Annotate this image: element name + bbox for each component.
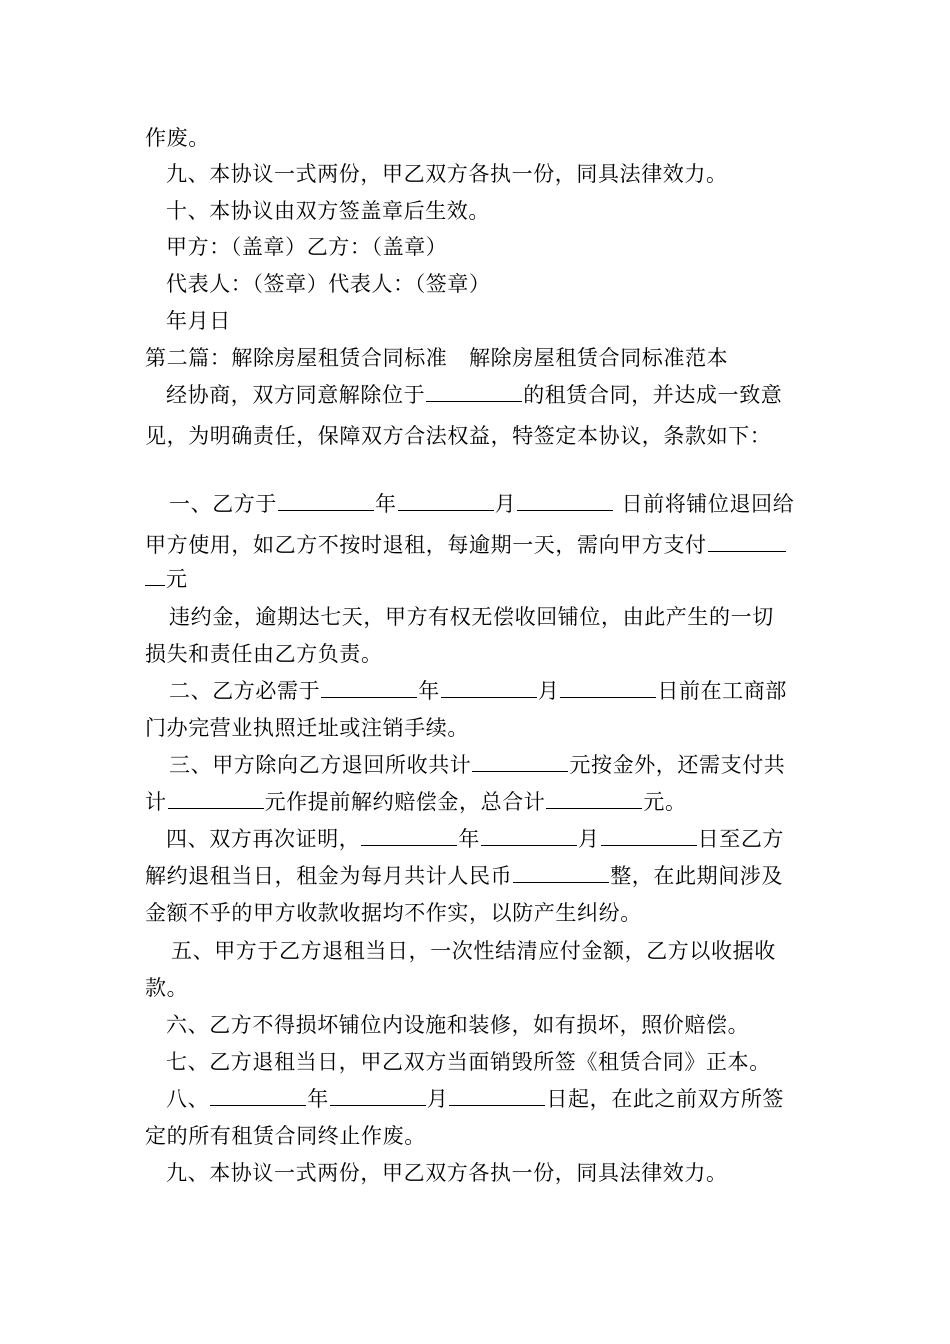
text: 四、双方再次证明，: [166, 827, 361, 851]
text: 年: [418, 679, 440, 703]
fill-blank: [481, 826, 577, 846]
text: 六、乙方不得损坏铺位内设施和装修，如有损坏，照价赔偿。: [166, 1013, 750, 1037]
section-heading: [145, 343, 810, 373]
text: 元。: [643, 790, 687, 814]
fill-blank: [330, 1086, 426, 1106]
text-line: [145, 1047, 831, 1077]
text: 三、甲方除向乙方退回所收共计: [169, 753, 472, 777]
fill-blank: [278, 491, 374, 511]
fill-blank: [513, 863, 609, 883]
text-line: [145, 530, 810, 560]
text: 金额不乎的甲方收款收据均不作实，以防产生纠纷。: [145, 901, 642, 925]
text-line: [145, 123, 810, 153]
text: 五、甲方于乙方退租当日，一次性结清应付金额，乙方以收据收: [171, 939, 776, 963]
text: 解约退租当日，租金为每月共计人民币: [145, 864, 513, 888]
text: 二、乙方必需于: [169, 679, 321, 703]
fill-blank: [321, 678, 417, 698]
text: 门办完营业执照迁址或注销手续。: [145, 716, 469, 740]
fill-blank: [361, 826, 457, 846]
fill-blank: [426, 382, 522, 402]
text: 代表人：（签章）代表人：（签章）: [166, 272, 491, 296]
text: 元作提前解约赔偿金，总合计: [264, 790, 546, 814]
text-line: [145, 713, 810, 743]
text-line: [145, 1010, 831, 1040]
text-line: [145, 306, 831, 336]
text: 年: [458, 827, 481, 851]
text: 甲方：（盖章）乙方：（盖章）: [166, 235, 448, 259]
text: 经协商，双方同意解除位于: [166, 383, 426, 407]
text-line: [145, 196, 831, 226]
text: 一、乙方于: [169, 492, 277, 516]
fill-blank: [472, 752, 568, 772]
text-line: [145, 1121, 810, 1151]
text: 元按金外，还需支付共: [569, 753, 786, 777]
text: 十、本协议由双方签盖章后生效。: [166, 199, 490, 223]
text: 整，在此期间涉及: [610, 864, 784, 888]
text-line: [145, 232, 831, 262]
text-line: [145, 639, 810, 669]
fill-blank: [441, 678, 537, 698]
text-line: [145, 489, 834, 519]
text-line: [145, 676, 834, 706]
text: 日前在工商部: [657, 679, 788, 703]
text: 九、本协议一式两份，甲乙双方各执一份，同具法律效力。: [166, 1161, 728, 1185]
text: 年: [307, 1087, 329, 1111]
text: 甲方使用，如乙方不按时退租，每逾期一天，需向甲方支付: [145, 533, 707, 557]
text-line: [145, 750, 834, 780]
text-line: [145, 787, 810, 817]
text-line: [145, 564, 810, 594]
fill-blank: [708, 532, 786, 552]
text: 日至乙方: [697, 827, 785, 851]
text: 见，为明确责任，保障双方合法权益，特签定本协议，条款如下：: [145, 424, 772, 448]
text: 年: [375, 492, 397, 516]
text: 年月日: [166, 309, 231, 333]
text-line: [145, 973, 810, 1003]
fill-blank: [449, 1086, 545, 1106]
text-line: [145, 861, 810, 891]
text: 元: [166, 567, 188, 591]
text-line: [145, 421, 810, 451]
fill-blank: [517, 491, 613, 511]
fill-blank: [560, 678, 656, 698]
text: 计: [145, 790, 167, 814]
text-line: [145, 380, 831, 410]
text: 定的所有租赁合同终止作废。: [145, 1124, 426, 1148]
text-line: [145, 159, 831, 189]
text: 违约金，逾期达七天，甲方有权无偿收回铺位，由此产生的一切: [169, 605, 774, 629]
text: 的租赁合同，并达成一致意: [523, 383, 783, 407]
text: 款。: [145, 976, 189, 1000]
text: 七、乙方退租当日，甲乙双方当面销毁所签《租赁合同》正本。: [166, 1050, 771, 1074]
text: 损失和责任由乙方负责。: [145, 642, 383, 666]
text: 作废。: [145, 126, 210, 150]
text: 月: [578, 827, 600, 851]
text-line: [145, 936, 836, 966]
text-line: [145, 824, 831, 854]
text-line: [145, 269, 831, 299]
text: 月: [537, 679, 560, 703]
fill-blank: [168, 789, 264, 809]
fill-blank: [210, 1086, 306, 1106]
text-line: [145, 1084, 831, 1114]
fill-blank: [601, 826, 697, 846]
text: 日起，在此之前双方所签: [546, 1087, 785, 1111]
text: 八、: [166, 1087, 210, 1111]
text: 第二篇：解除房屋租赁合同标准 解除房屋租赁合同标准范本: [145, 346, 729, 370]
text-line: [145, 1158, 831, 1188]
fill-blank: [546, 789, 642, 809]
text: 月: [426, 1087, 449, 1111]
fill-blank: [145, 566, 165, 586]
text: 九、本协议一式两份，甲乙双方各执一份，同具法律效力。: [166, 162, 728, 186]
fill-blank: [398, 491, 494, 511]
text-line: [145, 898, 810, 928]
text: 月: [494, 492, 517, 516]
text: 日前将铺位退回给: [614, 492, 795, 516]
text-line: [145, 602, 834, 632]
